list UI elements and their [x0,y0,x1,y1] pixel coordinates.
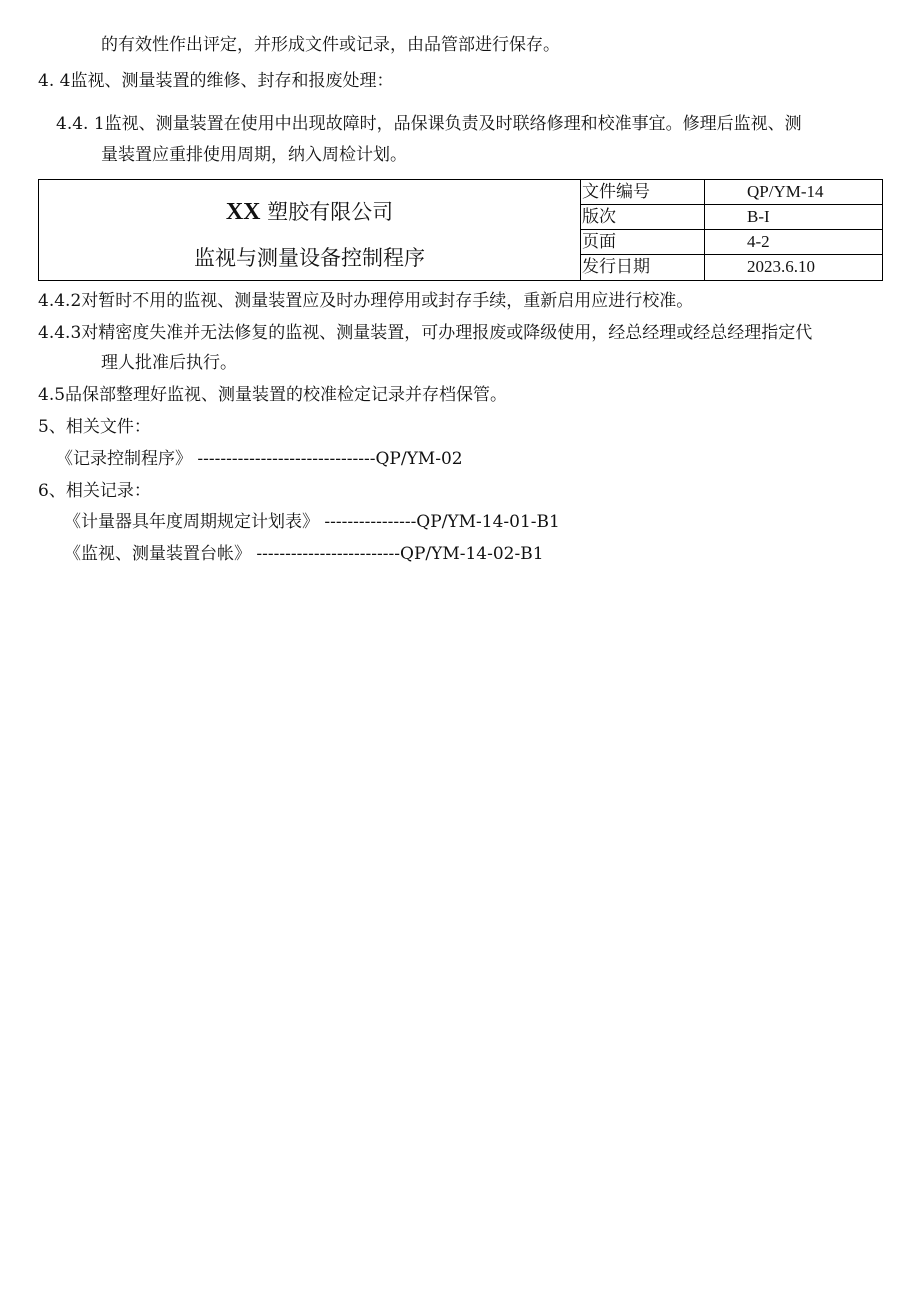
related-record-item: 《监视、测量装置台帐》 -------------------------QP/YM-14-02-B1 [64,544,544,564]
header-row-doc-number [580,180,882,205]
related-document-item: 《记录控制程序》 -------------------------------QP/YM-02 [56,449,463,469]
section-5-heading: 5、相关文件： [38,417,151,437]
section-4-4-2: 4.4.2对暂时不用的监视、测量装置应及时办理停用或封存手续，重新启用应进行校准。 [38,291,694,311]
section-6-heading: 6、相关记录： [38,481,151,501]
procedure-title: 监视与测量设备控制程序 [194,246,425,270]
company-name [39,196,580,226]
header-key: 版次 [580,205,705,229]
section-4-4-3-line2: 理人批准后执行。 [101,353,237,373]
header-key: 页面 [580,230,705,254]
company-name-text: 塑胶有限公司 [267,200,394,224]
section-4-4-1-line2: 量装置应重排使用周期，纳入周检计划。 [101,145,407,165]
header-value: QP/YM-14 [747,182,824,201]
header-row-issue-date [580,255,882,280]
header-value: 4-2 [747,232,770,251]
section-4-4-1-line1: 4.4. 1监视、测量装置在使用中出现故障时，品保课负责及时联络修理和校准事宜。修理后监视、测 [56,114,802,134]
section-4-5: 4.5品保部整理好监视、测量装置的校准检定记录并存档保管。 [38,385,508,405]
document-header-table [38,179,883,281]
header-key: 发行日期 [580,255,705,280]
company-prefix: XX [225,199,261,225]
header-key: 文件编号 [580,180,705,204]
section-4-4-heading: 4. 4监视、测量装置的维修、封存和报废处理： [38,71,394,91]
header-row-page [580,230,882,255]
continuation-text: 的有效性作出评定，并形成文件或记录，由品管部进行保存。 [101,35,560,55]
header-value: 2023.6.10 [747,257,815,276]
header-row-version [580,205,882,230]
related-record-item: 《计量器具年度周期规定计划表》 ----------------QP/YM-14-01-B1 [64,512,560,532]
header-title-cell [39,180,581,280]
section-4-4-3-line1: 4.4.3对精密度失准并无法修复的监视、测量装置，可办理报废或降级使用，经总经理或经总经理指定代 [38,323,813,343]
header-value: B-I [747,207,770,226]
